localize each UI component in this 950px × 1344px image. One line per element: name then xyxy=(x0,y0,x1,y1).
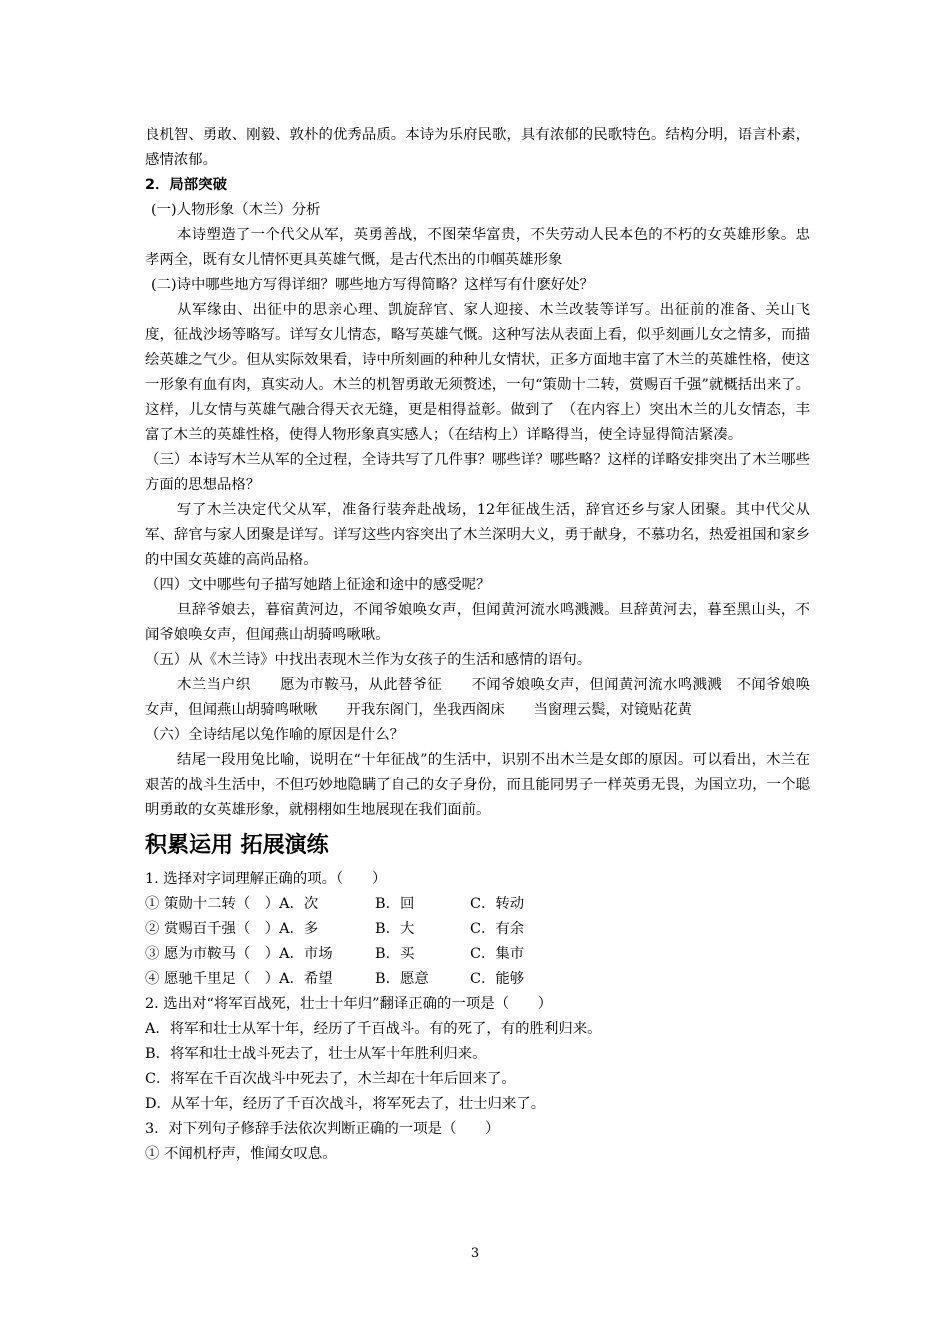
exercise-3-item-1: ① 不闻机杼声，惟闻女叹息。 xyxy=(145,1146,337,1162)
answer-5: 木兰当户织 愿为市鞍马，从此替爷征 不闻爷娘唤女声，但闻黄河流水鸣溅溅 不闻爷娘唤女声，但闻燕山胡骑鸣啾啾 开我东阁门，坐我西阁床 当窗理云鬓，对镜贴花黄 xyxy=(145,677,810,718)
answer-2: 从军缘由、出征中的思亲心理、凯旋辞官、家人迎接、木兰改装等详写。出征前的准备、关山飞度，征战沙场等略写。详写女儿情态，略写英雄气慨。这种写法从表面上看，似乎刻画儿女之情多，而描绘英雄之气少。但从实际效果看，诗中所刻画的种种儿女情状，正多方面地丰富了木兰的英雄性格，使这一形象有血有肉，真实动人。木兰的机智勇敢无须赘述，一句“策勋十二转，赏赐百千强”就概括出来了。这样，儿女情与英雄气融合得天衣无缝，更是相得益彰。做到了 （在内容上）突出木兰的儿女情态，丰富了木兰的英雄性格，使得人物形象真实感人；（在结构上）详略得当，使全诗显得简洁紧凑。 xyxy=(145,302,810,443)
option-b: B．愿意 xyxy=(375,971,429,987)
option-b: B．回 xyxy=(375,896,415,912)
option-b: B．大 xyxy=(375,921,415,937)
row-question: ① 策勋十二转（ ）A．次 xyxy=(145,896,319,912)
answer-4: 旦辞爷娘去，暮宿黄河边，不闻爷娘唤女声，但闻黄河流水鸣溅溅。旦辞黄河去，暮至黑山头，不闻爷娘唤女声，但闻燕山胡骑鸣啾啾。 xyxy=(145,602,810,643)
practice-title: 积累运用 拓展演练 xyxy=(145,833,329,858)
exercise-2-option-a: A．将军和壮士从军十年，经历了千百战斗。有的死了，有的胜利归来。 xyxy=(145,1021,602,1037)
section-heading: 2．局部突破 xyxy=(145,177,227,193)
exercise-2-option-c: C．将军在千百次战斗中死去了，木兰却在十年后回来了。 xyxy=(145,1071,516,1087)
exercise-3-stem: 3．对下列句子修辞手法依次判断正确的一项是（ ） xyxy=(145,1121,500,1137)
intro-paragraph: 良机智、勇敢、刚毅、敦朴的优秀品质。本诗为乐府民歌，具有浓郁的民歌特色。结构分明，语言朴素，感情浓郁。 xyxy=(145,127,810,168)
question-6: （六）全诗结尾以兔作喻的原因是什么？ xyxy=(145,727,405,743)
answer-3: 写了木兰决定代父从军，准备行装奔赴战场，12年征战生活，辞官还乡与家人团聚。其中代父从军、辞官与家人团聚是详写。详写这些内容突出了木兰深明大义，勇于献身，不慕功名，热爱祖国和家乡的中国女英雄的高尚品格。 xyxy=(145,502,810,568)
exercise-2-option-b: B．将军和壮士战斗死去了，壮士从军十年胜利归来。 xyxy=(145,1046,487,1062)
question-5: （五）从《木兰诗》中找出表现木兰作为女孩子的生活和感情的语句。 xyxy=(145,652,592,668)
question-1: (一)人物形象（木兰）分析 xyxy=(151,202,321,218)
option-c: C．集市 xyxy=(470,946,525,962)
question-4: （四）文中哪些句子描写她踏上征途和途中的感受呢？ xyxy=(145,577,491,593)
exercise-2-option-d: D．从军十年，经历了千百次战斗，将军死去了，壮士归来了。 xyxy=(145,1096,546,1112)
exercise-1-stem: 1. 选择对字词理解正确的项。（ ） xyxy=(145,871,387,887)
row-question: ④ 愿驰千里足（ ）A．希望 xyxy=(145,971,333,987)
row-question: ③ 愿为市鞍马（ ）A．市场 xyxy=(145,946,333,962)
exercise-2-stem: 2. 选出对“将军百战死，壮士十年归”翻译正确的一项是（ ） xyxy=(145,996,553,1012)
answer-6: 结尾一段用兔比喻，说明在“十年征战”的生活中，识别不出木兰是女郎的原因。可以看出，木兰在艰苦的战斗生活中，不但巧妙地隐瞒了自己的女子身份，而且能同男子一样英勇无畏，为国立功，一个聪明勇敢的女英雄形象，就栩栩如生地展现在我们面前。 xyxy=(145,752,810,818)
answer-1: 本诗塑造了一个代父从军，英勇善战，不图荣华富贵，不失劳动人民本色的不朽的女英雄形象。忠孝两全，既有女儿情怀更具英雄气慨，是古代杰出的巾帼英雄形象 xyxy=(145,227,810,268)
exercise-1-row xyxy=(145,942,810,967)
document-body xyxy=(145,123,810,1167)
question-3: （三）本诗写木兰从军的全过程，全诗共写了几件事？哪些详？哪些略？这样的详略安排突出了木兰哪些方面的思想品格？ xyxy=(145,452,810,493)
option-c: C．能够 xyxy=(470,971,525,987)
exercise-1-row xyxy=(145,892,810,917)
row-question: ② 赏赐百千强（ ）A．多 xyxy=(145,921,319,937)
page-number: 3 xyxy=(470,1246,480,1261)
option-c: C．转动 xyxy=(470,896,525,912)
question-2: (二)诗中哪些地方写得详细？哪些地方写得简略？这样写有什麽好处？ xyxy=(151,277,594,293)
option-b: B．买 xyxy=(375,946,415,962)
exercise-1-row xyxy=(145,917,810,942)
exercise-1-row xyxy=(145,967,810,992)
option-c: C．有余 xyxy=(470,921,525,937)
